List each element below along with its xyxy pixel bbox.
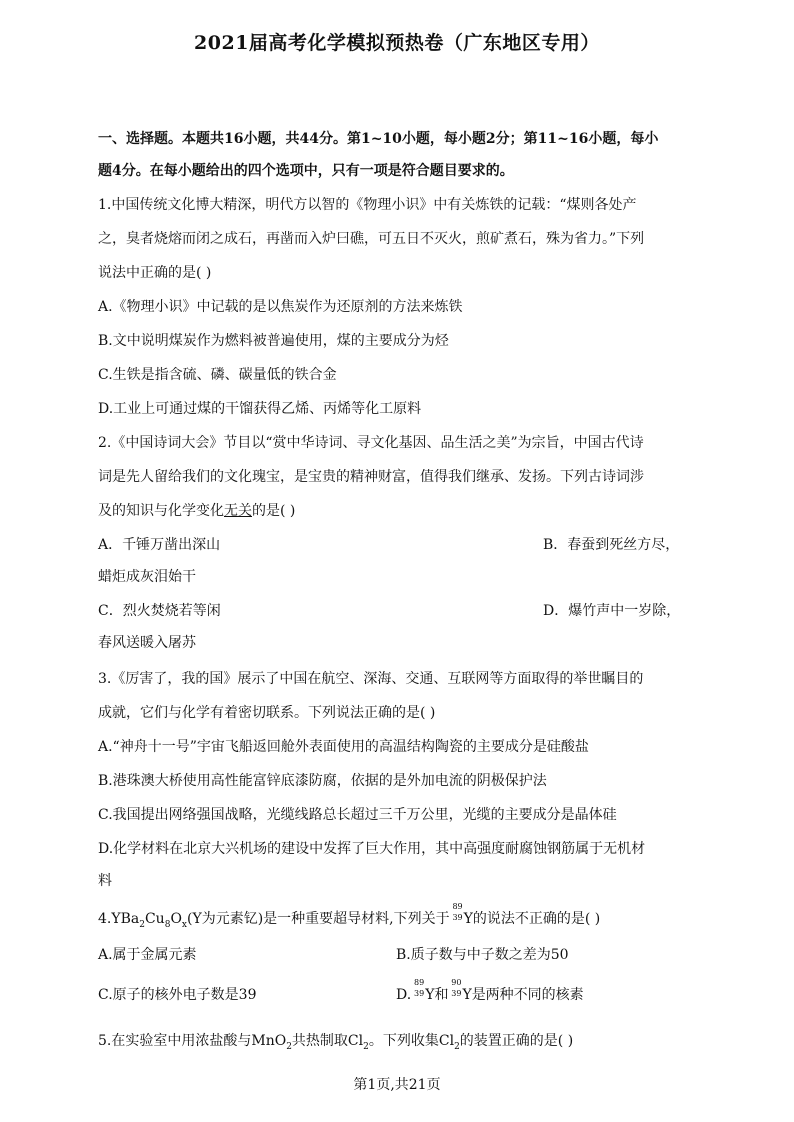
q2-option-a: A．千锤万凿出深山 xyxy=(98,537,221,553)
q1-option-a: A.《物理小识》中记载的是以焦炭作为还原剂的方法来炼铁 xyxy=(98,299,463,315)
q4-isotope-notation xyxy=(450,902,464,923)
q4-d-mass-89: 89 xyxy=(414,978,425,987)
q1-stem-line-3: 说法中正确的是( ) xyxy=(98,265,212,281)
q2-stem-text: 及的知识与化学变化 xyxy=(98,503,224,519)
q4-stem-tail: 的说法不正确的是( ) xyxy=(472,911,601,927)
q4-formula-cu: Cu xyxy=(144,911,165,927)
q4-stem-text: (Y为元素钇)是一种重要超导材料,下列关于 xyxy=(187,911,450,927)
q2-stem-line-1: 2.《中国诗词大会》节目以“赏中华诗词、寻文化基因、品生活之美”为宗旨，中国古代诗 xyxy=(98,435,644,451)
q4-d-symbol-a: Y xyxy=(425,987,435,1003)
q2-stem-line-3 xyxy=(98,500,295,520)
q1-stem-line-1: 1.中国传统文化博大精深，明代方以智的《物理小识》中有关炼铁的记载：“煤则各处产 xyxy=(98,197,637,213)
q4-d-symbol-b: Y xyxy=(462,987,472,1003)
q4-option-c: C.原子的核外电子数是39 xyxy=(98,987,257,1003)
q2-option-b-continued: 蜡炬成灰泪始干 xyxy=(98,569,196,585)
q5-stem xyxy=(98,1030,573,1052)
q3-option-c: C.我国提出网络强国战略，光缆线路总长超过三千万公里，光缆的主要成分是晶体硅 xyxy=(98,807,617,823)
q3-stem-line-1: 3.《厉害了，我的国》展示了中国在航空、深海、交通、互联网等方面取得的举世瞩目的 xyxy=(98,671,644,687)
q4-option-d xyxy=(396,978,584,1004)
q2-option-d: D．爆竹声中一岁除， xyxy=(543,603,681,619)
section-header-line-1: 一、选择题。本题共16小题，共44分。第1~10小题，每小题2分；第11~16小题，每小 xyxy=(98,131,659,147)
q1-stem-line-2: 之，臭者烧熔而闭之成石，再凿而入炉曰礁，可五日不灭火，煎矿煮石，殊为省力。”下列 xyxy=(98,231,645,247)
q5-subscript-cl2-a: 2 xyxy=(363,1041,369,1052)
q2-option-d-continued: 春风送暖入屠苏 xyxy=(98,635,196,651)
q2-stem-line-2: 词是先人留给我们的文化瑰宝，是宝贵的精神财富，值得我们继承、发扬。下列古诗词涉 xyxy=(98,469,644,485)
q4-formula-o: O xyxy=(170,911,182,927)
q5-stem-text: 5.在实验室中用浓盐酸与MnO xyxy=(98,1033,287,1049)
q1-option-d: D.工业上可通过煤的干馏获得乙烯、丙烯等化工原料 xyxy=(98,401,422,417)
q4-atomic-number: 39 xyxy=(452,913,463,922)
q4-option-b: B.质子数与中子数之差为50 xyxy=(396,947,569,963)
q5-subscript-cl2-b: 2 xyxy=(454,1041,460,1052)
q4-mass-number: 89 xyxy=(452,902,463,911)
q3-option-b: B.港珠澳大桥使用高性能富锌底漆防腐，依据的是外加电流的阴极保护法 xyxy=(98,773,547,789)
q4-option-a: A.属于金属元素 xyxy=(98,947,197,963)
q2-option-b: B．春蚕到死丝方尽， xyxy=(543,537,680,553)
q4-d-tail: 是两种不同的核素 xyxy=(471,987,584,1003)
q2-underlined-keyword: 无关 xyxy=(224,503,252,519)
q2-stem-tail: 的是( ) xyxy=(252,503,296,519)
q4-subscript-x: x xyxy=(181,919,187,930)
q5-stem-mid2: 。下列收集Cl xyxy=(368,1033,455,1049)
q4-d-atomic-39b: 39 xyxy=(451,989,462,998)
q5-subscript-mno2: 2 xyxy=(286,1041,292,1052)
q4-subscript-2: 2 xyxy=(139,919,145,930)
q4-option-d-label: D. xyxy=(396,987,412,1003)
q4-d-conjunction: 和 xyxy=(434,987,449,1003)
q1-option-c: C.生铁是指含硫、磷、碳量低的铁合金 xyxy=(98,367,337,383)
q3-option-d-continued: 料 xyxy=(98,873,112,889)
q4-d-atomic-39a: 39 xyxy=(414,989,425,998)
q4-isotope-90 xyxy=(448,978,462,999)
q3-option-d: D.化学材料在北京大兴机场的建设中发挥了巨大作用，其中高强度耐腐蚀钢筋属于无机材 xyxy=(98,841,646,857)
q3-option-a: A.“神舟十一号”宇宙飞船返回舱外表面使用的高温结构陶瓷的主要成分是硅酸盐 xyxy=(98,739,589,755)
q4-d-mass-90: 90 xyxy=(451,978,462,987)
q4-subscript-8: 8 xyxy=(164,919,171,930)
q3-stem-line-2: 成就，它们与化学有着密切联系。下列说法正确的是( ) xyxy=(98,705,436,721)
q4-formula-yba: 4.YBa xyxy=(98,911,140,927)
q4-stem xyxy=(98,902,601,930)
q5-stem-mid: 共热制取Cl xyxy=(291,1033,364,1049)
q5-stem-tail: 的装置正确的是( ) xyxy=(459,1033,574,1049)
q1-option-b: B.文中说明煤炭作为燃料被普遍使用，煤的主要成分为烃 xyxy=(98,333,449,349)
q4-element-symbol: Y xyxy=(463,911,473,927)
page-title: 2021届高考化学模拟预热卷（广东地区专用） xyxy=(194,32,600,54)
section-header-line-2: 题4分。在每小题给出的四个选项中，只有一项是符合题目要求的。 xyxy=(98,163,514,179)
q4-isotope-89 xyxy=(411,978,425,999)
q2-option-c: C．烈火焚烧若等闲 xyxy=(98,603,221,619)
page-footer: 第1页,共21页 xyxy=(353,1077,441,1093)
